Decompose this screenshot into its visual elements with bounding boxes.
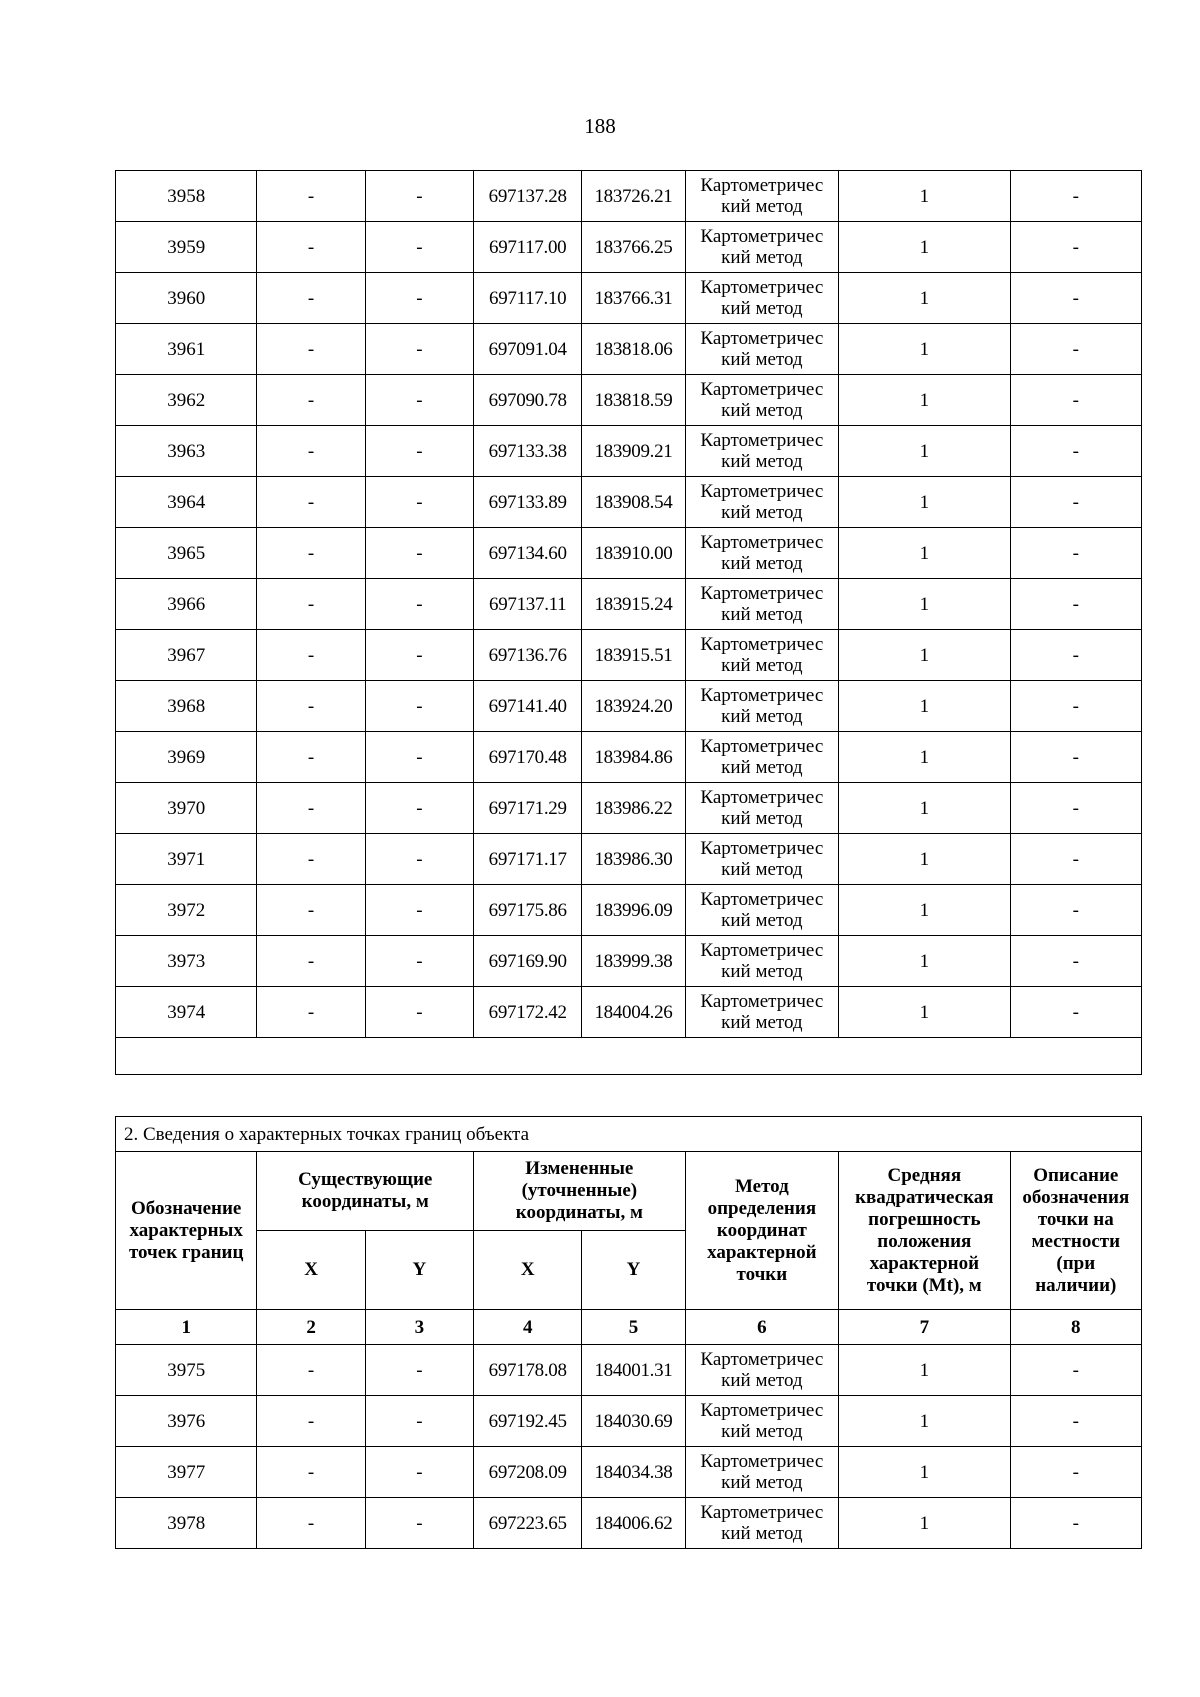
column-number: 4 bbox=[474, 1310, 582, 1345]
table-row bbox=[116, 1498, 1142, 1549]
table-row bbox=[116, 732, 1142, 783]
header-existing-x: X bbox=[257, 1231, 365, 1310]
cell-changed-x: 697091.04 bbox=[474, 324, 582, 375]
cell-existing-x: - bbox=[257, 885, 365, 936]
cell-changed-x: 697133.38 bbox=[474, 426, 582, 477]
cell-mt-value: 1 bbox=[839, 222, 1011, 273]
method-line: Картометричес bbox=[700, 583, 824, 604]
cell-changed-x: 697137.11 bbox=[474, 579, 582, 630]
method-line: кий метод bbox=[721, 349, 803, 370]
table-row bbox=[116, 273, 1142, 324]
cell-existing-x: - bbox=[257, 273, 365, 324]
cell-description: - bbox=[1010, 222, 1141, 273]
cell-existing-x: - bbox=[257, 834, 365, 885]
cell-existing-y: - bbox=[365, 681, 473, 732]
cell-point-id: 3972 bbox=[116, 885, 257, 936]
cell-changed-y: 183909.21 bbox=[582, 426, 685, 477]
cell-changed-x: 697171.29 bbox=[474, 783, 582, 834]
cell-mt-value: 1 bbox=[839, 171, 1011, 222]
table-row bbox=[116, 324, 1142, 375]
column-number: 2 bbox=[257, 1310, 365, 1345]
table-body bbox=[116, 171, 1142, 1075]
cell-point-id: 3976 bbox=[116, 1396, 257, 1447]
method-line: кий метод bbox=[721, 1012, 803, 1033]
cell-changed-y: 183924.20 bbox=[582, 681, 685, 732]
cell-description: - bbox=[1010, 1396, 1141, 1447]
cell-existing-x: - bbox=[257, 1447, 365, 1498]
cell-existing-y: - bbox=[365, 885, 473, 936]
cell-existing-y: - bbox=[365, 375, 473, 426]
cell-mt-value: 1 bbox=[839, 477, 1011, 528]
coordinates-table-continued bbox=[115, 170, 1142, 1075]
header-line: (уточненные) bbox=[521, 1180, 638, 1201]
cell-mt-value: 1 bbox=[839, 681, 1011, 732]
header-existing-coords bbox=[257, 1152, 474, 1231]
table-title: 2. Сведения о характерных точках границ объекта bbox=[116, 1117, 1142, 1152]
cell-existing-x: - bbox=[257, 579, 365, 630]
cell-description: - bbox=[1010, 324, 1141, 375]
header-line: координаты, м bbox=[301, 1191, 429, 1212]
method-line: кий метод bbox=[721, 553, 803, 574]
header-line: местности bbox=[1031, 1230, 1121, 1252]
header-line: Измененные bbox=[525, 1158, 634, 1179]
cell-point-id: 3978 bbox=[116, 1498, 257, 1549]
cell-changed-x: 697137.28 bbox=[474, 171, 582, 222]
cell-existing-x: - bbox=[257, 1498, 365, 1549]
cell-changed-y: 183915.24 bbox=[582, 579, 685, 630]
cell-existing-y: - bbox=[365, 987, 473, 1038]
cell-method bbox=[685, 273, 838, 324]
cell-description: - bbox=[1010, 732, 1141, 783]
cell-changed-x: 697141.40 bbox=[474, 681, 582, 732]
cell-changed-x: 697136.76 bbox=[474, 630, 582, 681]
header-changed-coords bbox=[474, 1152, 686, 1231]
cell-existing-y: - bbox=[365, 1498, 473, 1549]
cell-method bbox=[685, 324, 838, 375]
method-line: Картометричес bbox=[700, 634, 824, 655]
cell-changed-y: 183766.25 bbox=[582, 222, 685, 273]
cell-changed-y: 183999.38 bbox=[582, 936, 685, 987]
cell-existing-x: - bbox=[257, 222, 365, 273]
cell-description: - bbox=[1010, 1447, 1141, 1498]
header-line: характерной bbox=[707, 1241, 817, 1263]
cell-changed-x: 697117.00 bbox=[474, 222, 582, 273]
cell-mt-value: 1 bbox=[839, 783, 1011, 834]
cell-point-id: 3971 bbox=[116, 834, 257, 885]
cell-description: - bbox=[1010, 987, 1141, 1038]
method-line: Картометричес bbox=[700, 1349, 824, 1370]
cell-changed-y: 183726.21 bbox=[582, 171, 685, 222]
cell-existing-x: - bbox=[257, 987, 365, 1038]
cell-existing-y: - bbox=[365, 1447, 473, 1498]
table-row bbox=[116, 171, 1142, 222]
header-designation bbox=[116, 1152, 257, 1310]
header-line: Средняя bbox=[887, 1164, 962, 1186]
cell-point-id: 3964 bbox=[116, 477, 257, 528]
header-changed-y: Y bbox=[582, 1231, 685, 1310]
cell-changed-x: 697171.17 bbox=[474, 834, 582, 885]
header-line: положения bbox=[877, 1230, 972, 1252]
method-line: Картометричес bbox=[700, 175, 824, 196]
method-line: Картометричес bbox=[700, 226, 824, 247]
header-row bbox=[116, 1152, 1142, 1231]
header-mt bbox=[839, 1152, 1010, 1310]
cell-point-id: 3960 bbox=[116, 273, 257, 324]
cell-point-id: 3973 bbox=[116, 936, 257, 987]
cell-mt-value: 1 bbox=[839, 375, 1011, 426]
cell-mt-value: 1 bbox=[839, 324, 1011, 375]
cell-point-id: 3975 bbox=[116, 1345, 257, 1396]
method-line: кий метод bbox=[721, 196, 803, 217]
cell-changed-y: 183910.00 bbox=[582, 528, 685, 579]
cell-changed-x: 697117.10 bbox=[474, 273, 582, 324]
cell-changed-x: 697134.60 bbox=[474, 528, 582, 579]
cell-point-id: 3966 bbox=[116, 579, 257, 630]
method-line: кий метод bbox=[721, 757, 803, 778]
method-line: Картометричес bbox=[700, 1502, 824, 1523]
header-line: погрешность bbox=[868, 1208, 981, 1230]
cell-method bbox=[685, 834, 838, 885]
cell-changed-x: 697223.65 bbox=[474, 1498, 582, 1549]
table-row bbox=[116, 885, 1142, 936]
cell-description: - bbox=[1010, 579, 1141, 630]
header-line: точки на bbox=[1037, 1208, 1114, 1230]
header-existing-y: Y bbox=[365, 1231, 473, 1310]
table-body bbox=[116, 1117, 1142, 1549]
cell-changed-y: 183986.22 bbox=[582, 783, 685, 834]
method-line: Картометричес bbox=[700, 787, 824, 808]
column-number: 5 bbox=[582, 1310, 685, 1345]
method-line: кий метод bbox=[721, 706, 803, 727]
cell-method bbox=[685, 1345, 838, 1396]
header-line: точек границ bbox=[128, 1241, 244, 1263]
table-row bbox=[116, 222, 1142, 273]
column-numbers-row bbox=[116, 1310, 1142, 1345]
cell-existing-x: - bbox=[257, 324, 365, 375]
table-row bbox=[116, 936, 1142, 987]
header-line: координат bbox=[716, 1219, 807, 1241]
cell-changed-x: 697133.89 bbox=[474, 477, 582, 528]
header-line: характерной bbox=[869, 1252, 980, 1274]
cell-point-id: 3974 bbox=[116, 987, 257, 1038]
cell-changed-y: 183908.54 bbox=[582, 477, 685, 528]
cell-existing-y: - bbox=[365, 171, 473, 222]
method-line: Картометричес bbox=[700, 277, 824, 298]
cell-existing-y: - bbox=[365, 783, 473, 834]
column-number: 1 bbox=[116, 1310, 257, 1345]
method-line: Картометричес bbox=[700, 481, 824, 502]
table-row bbox=[116, 681, 1142, 732]
method-line: Картометричес bbox=[700, 685, 824, 706]
method-line: Картометричес bbox=[700, 838, 824, 859]
header-line: обозначения bbox=[1022, 1186, 1130, 1208]
table-row bbox=[116, 579, 1142, 630]
cell-description: - bbox=[1010, 528, 1141, 579]
cell-existing-y: - bbox=[365, 273, 473, 324]
cell-mt-value: 1 bbox=[839, 987, 1011, 1038]
cell-changed-y: 183818.06 bbox=[582, 324, 685, 375]
header-line: (при bbox=[1056, 1252, 1096, 1274]
cell-existing-x: - bbox=[257, 732, 365, 783]
cell-existing-y: - bbox=[365, 579, 473, 630]
method-line: Картометричес bbox=[700, 532, 824, 553]
cell-existing-y: - bbox=[365, 630, 473, 681]
table-row bbox=[116, 477, 1142, 528]
header-line: Существующие bbox=[298, 1169, 433, 1190]
header-description bbox=[1010, 1152, 1141, 1310]
method-line: кий метод bbox=[721, 604, 803, 625]
cell-changed-y: 183996.09 bbox=[582, 885, 685, 936]
cell-method bbox=[685, 681, 838, 732]
cell-method bbox=[685, 222, 838, 273]
header-line: Обозначение bbox=[131, 1197, 242, 1219]
cell-changed-x: 697178.08 bbox=[474, 1345, 582, 1396]
cell-existing-y: - bbox=[365, 426, 473, 477]
cell-existing-x: - bbox=[257, 426, 365, 477]
cell-method bbox=[685, 375, 838, 426]
cell-point-id: 3958 bbox=[116, 171, 257, 222]
cell-mt-value: 1 bbox=[839, 885, 1011, 936]
cell-existing-x: - bbox=[257, 477, 365, 528]
cell-mt-value: 1 bbox=[839, 528, 1011, 579]
cell-method bbox=[685, 579, 838, 630]
cell-mt-value: 1 bbox=[839, 1498, 1010, 1549]
cell-method bbox=[685, 936, 838, 987]
method-line: кий метод bbox=[721, 859, 803, 880]
cell-existing-x: - bbox=[257, 1396, 365, 1447]
header-method bbox=[685, 1152, 838, 1310]
cell-existing-x: - bbox=[257, 783, 365, 834]
page-number: 188 bbox=[584, 114, 616, 138]
cell-description: - bbox=[1010, 477, 1141, 528]
method-line: кий метод bbox=[721, 400, 803, 421]
column-number: 3 bbox=[365, 1310, 473, 1345]
method-line: кий метод bbox=[721, 961, 803, 982]
cell-changed-y: 184006.62 bbox=[582, 1498, 685, 1549]
cell-changed-y: 183915.51 bbox=[582, 630, 685, 681]
cell-method bbox=[685, 528, 838, 579]
cell-changed-y: 184004.26 bbox=[582, 987, 685, 1038]
method-line: Картометричес bbox=[700, 736, 824, 757]
table-row bbox=[116, 834, 1142, 885]
method-line: кий метод bbox=[721, 1523, 803, 1544]
cell-changed-y: 184001.31 bbox=[582, 1345, 685, 1396]
cell-description: - bbox=[1010, 171, 1141, 222]
cell-changed-x: 697170.48 bbox=[474, 732, 582, 783]
cell-mt-value: 1 bbox=[839, 426, 1011, 477]
cell-method bbox=[685, 477, 838, 528]
cell-existing-y: - bbox=[365, 936, 473, 987]
table-row bbox=[116, 426, 1142, 477]
cell-description: - bbox=[1010, 783, 1141, 834]
method-line: Картометричес bbox=[700, 328, 824, 349]
method-line: кий метод bbox=[721, 298, 803, 319]
cell-existing-x: - bbox=[257, 1345, 365, 1396]
cell-method bbox=[685, 1447, 838, 1498]
method-line: кий метод bbox=[721, 451, 803, 472]
cell-existing-y: - bbox=[365, 477, 473, 528]
header-line: наличии) bbox=[1035, 1274, 1117, 1296]
cell-changed-x: 697208.09 bbox=[474, 1447, 582, 1498]
method-line: Картометричес bbox=[700, 430, 824, 451]
method-line: кий метод bbox=[721, 1370, 803, 1391]
header-line: Описание bbox=[1033, 1164, 1119, 1186]
empty-cell bbox=[116, 1038, 1142, 1075]
cell-point-id: 3963 bbox=[116, 426, 257, 477]
cell-mt-value: 1 bbox=[839, 630, 1011, 681]
cell-changed-y: 184034.38 bbox=[582, 1447, 685, 1498]
cell-point-id: 3968 bbox=[116, 681, 257, 732]
column-number: 6 bbox=[685, 1310, 838, 1345]
cell-mt-value: 1 bbox=[839, 732, 1011, 783]
cell-method bbox=[685, 1498, 838, 1549]
method-line: кий метод bbox=[721, 1472, 803, 1493]
method-line: кий метод bbox=[721, 502, 803, 523]
cell-existing-x: - bbox=[257, 936, 365, 987]
cell-mt-value: 1 bbox=[839, 579, 1011, 630]
cell-point-id: 3970 bbox=[116, 783, 257, 834]
header-line: характерных bbox=[129, 1219, 243, 1241]
header-line: Метод bbox=[734, 1175, 789, 1197]
cell-changed-x: 697175.86 bbox=[474, 885, 582, 936]
cell-method bbox=[685, 426, 838, 477]
cell-description: - bbox=[1010, 375, 1141, 426]
cell-existing-x: - bbox=[257, 375, 365, 426]
cell-description: - bbox=[1010, 885, 1141, 936]
cell-description: - bbox=[1010, 834, 1141, 885]
cell-existing-y: - bbox=[365, 222, 473, 273]
method-line: Картометричес bbox=[700, 1400, 824, 1421]
cell-mt-value: 1 bbox=[839, 936, 1011, 987]
cell-changed-y: 183984.86 bbox=[582, 732, 685, 783]
method-line: Картометричес bbox=[700, 889, 824, 910]
cell-existing-x: - bbox=[257, 681, 365, 732]
cell-existing-y: - bbox=[365, 1396, 473, 1447]
header-line: точки bbox=[736, 1263, 788, 1285]
cell-point-id: 3959 bbox=[116, 222, 257, 273]
table-title-row bbox=[116, 1117, 1142, 1152]
method-line: кий метод bbox=[721, 247, 803, 268]
method-line: Картометричес bbox=[700, 1451, 824, 1472]
cell-existing-y: - bbox=[365, 1345, 473, 1396]
cell-method bbox=[685, 732, 838, 783]
cell-method bbox=[685, 885, 838, 936]
cell-existing-y: - bbox=[365, 324, 473, 375]
cell-mt-value: 1 bbox=[839, 1396, 1010, 1447]
table-row bbox=[116, 375, 1142, 426]
method-line: Картометричес bbox=[700, 940, 824, 961]
table-row bbox=[116, 528, 1142, 579]
method-line: Картометричес bbox=[700, 379, 824, 400]
table-row bbox=[116, 630, 1142, 681]
header-line: точки (Mt), м bbox=[866, 1274, 982, 1296]
table-row bbox=[116, 1396, 1142, 1447]
boundary-points-table bbox=[115, 1116, 1142, 1549]
cell-description: - bbox=[1010, 1498, 1141, 1549]
cell-changed-x: 697090.78 bbox=[474, 375, 582, 426]
cell-method bbox=[685, 630, 838, 681]
cell-description: - bbox=[1010, 936, 1141, 987]
cell-changed-y: 183766.31 bbox=[582, 273, 685, 324]
table-row bbox=[116, 1447, 1142, 1498]
cell-changed-y: 183986.30 bbox=[582, 834, 685, 885]
cell-existing-y: - bbox=[365, 528, 473, 579]
cell-existing-x: - bbox=[257, 528, 365, 579]
cell-mt-value: 1 bbox=[839, 1447, 1010, 1498]
column-number: 7 bbox=[839, 1310, 1010, 1345]
cell-method bbox=[685, 987, 838, 1038]
method-line: кий метод bbox=[721, 910, 803, 931]
table-row bbox=[116, 1345, 1142, 1396]
cell-existing-x: - bbox=[257, 171, 365, 222]
table-row bbox=[116, 783, 1142, 834]
method-line: кий метод bbox=[721, 1421, 803, 1442]
cell-description: - bbox=[1010, 630, 1141, 681]
cell-method bbox=[685, 1396, 838, 1447]
header-line: координаты, м bbox=[515, 1202, 643, 1223]
cell-existing-y: - bbox=[365, 732, 473, 783]
cell-description: - bbox=[1010, 681, 1141, 732]
table-row bbox=[116, 987, 1142, 1038]
method-line: Картометричес bbox=[700, 991, 824, 1012]
cell-mt-value: 1 bbox=[839, 1345, 1010, 1396]
cell-description: - bbox=[1010, 273, 1141, 324]
header-line: квадратическая bbox=[855, 1186, 994, 1208]
cell-point-id: 3961 bbox=[116, 324, 257, 375]
cell-changed-y: 184030.69 bbox=[582, 1396, 685, 1447]
cell-method bbox=[685, 783, 838, 834]
cell-description: - bbox=[1010, 1345, 1141, 1396]
cell-changed-x: 697192.45 bbox=[474, 1396, 582, 1447]
cell-point-id: 3969 bbox=[116, 732, 257, 783]
cell-point-id: 3962 bbox=[116, 375, 257, 426]
cell-point-id: 3965 bbox=[116, 528, 257, 579]
cell-point-id: 3977 bbox=[116, 1447, 257, 1498]
cell-changed-y: 183818.59 bbox=[582, 375, 685, 426]
empty-row bbox=[116, 1038, 1142, 1075]
method-line: кий метод bbox=[721, 655, 803, 676]
cell-changed-x: 697172.42 bbox=[474, 987, 582, 1038]
column-number: 8 bbox=[1010, 1310, 1141, 1345]
cell-mt-value: 1 bbox=[839, 834, 1011, 885]
cell-changed-x: 697169.90 bbox=[474, 936, 582, 987]
method-line: кий метод bbox=[721, 808, 803, 829]
cell-mt-value: 1 bbox=[839, 273, 1011, 324]
cell-point-id: 3967 bbox=[116, 630, 257, 681]
cell-existing-x: - bbox=[257, 630, 365, 681]
cell-existing-y: - bbox=[365, 834, 473, 885]
cell-description: - bbox=[1010, 426, 1141, 477]
header-changed-x: X bbox=[474, 1231, 582, 1310]
cell-method bbox=[685, 171, 838, 222]
header-line: определения bbox=[707, 1197, 817, 1219]
